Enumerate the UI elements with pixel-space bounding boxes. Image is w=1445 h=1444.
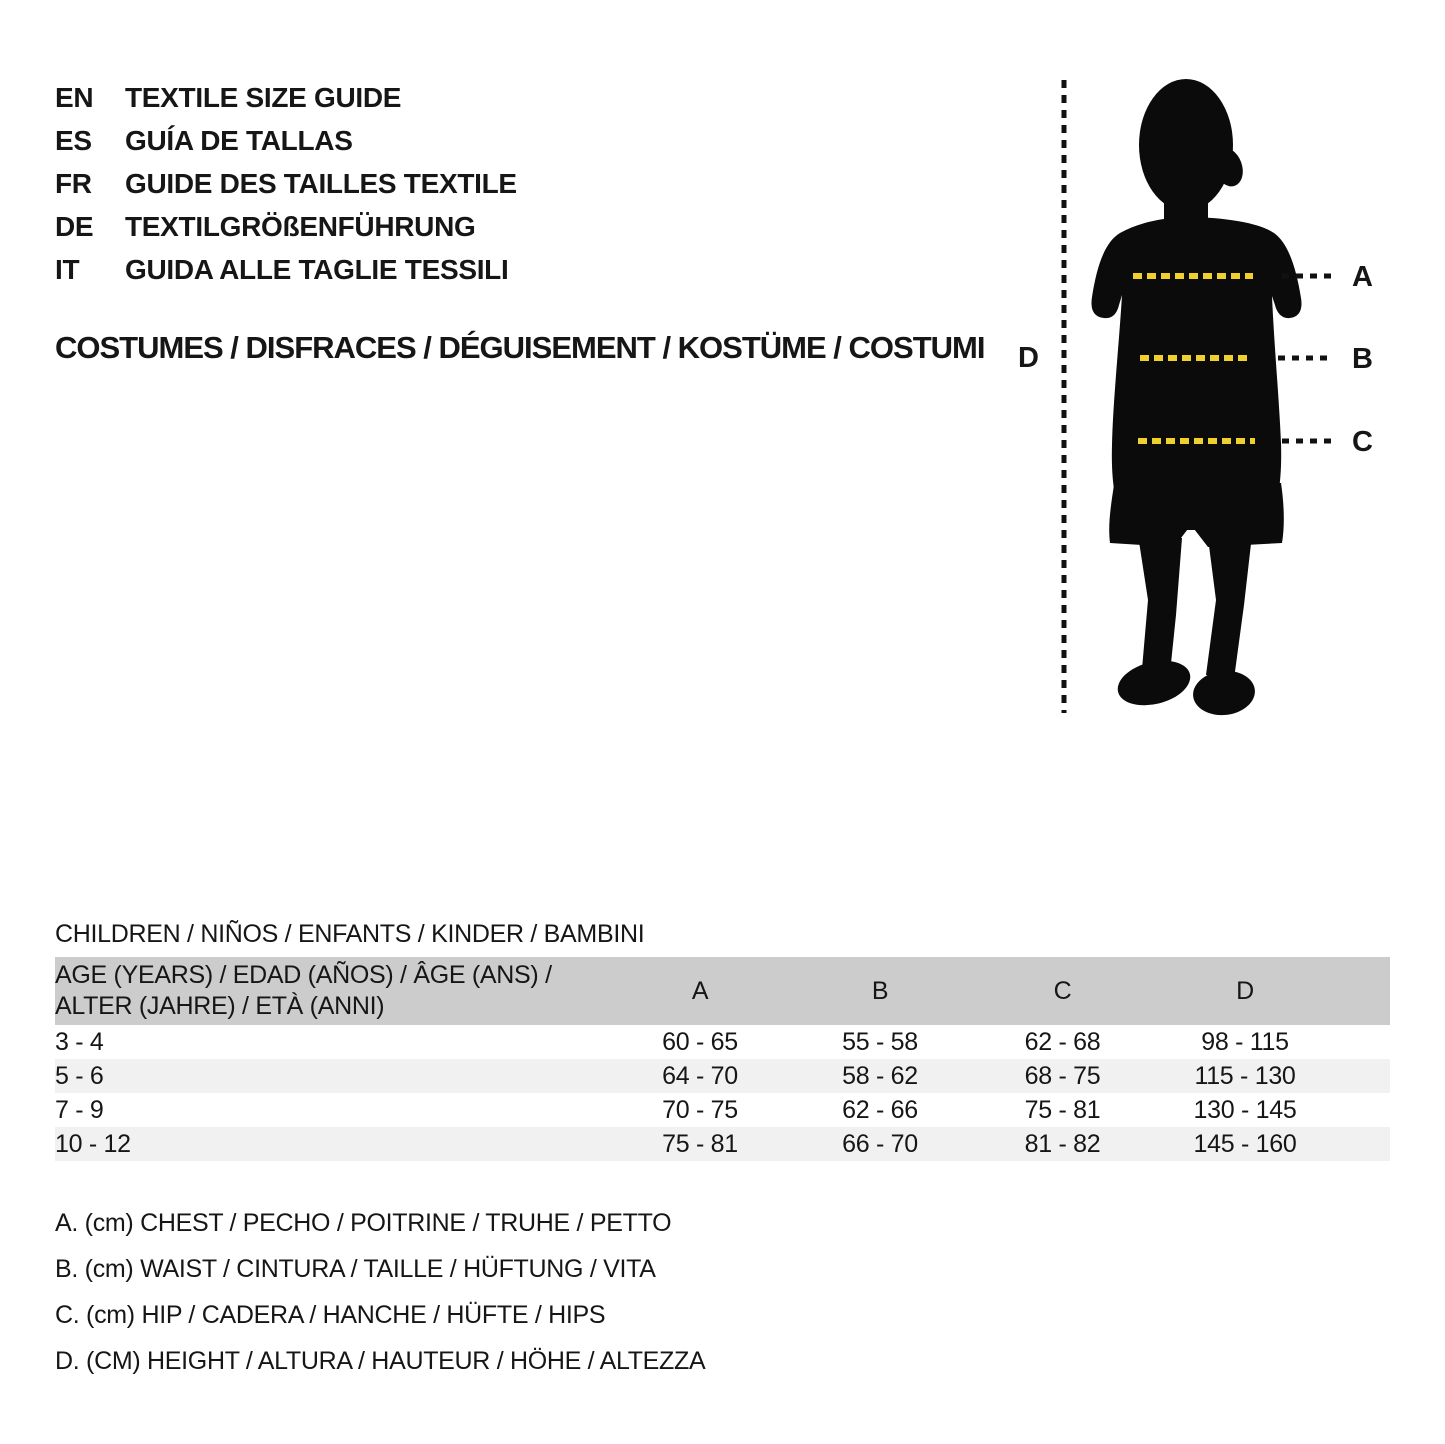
header-spacer-cell — [1335, 957, 1390, 1025]
label-hip-c: C — [1352, 426, 1373, 458]
spacer-cell — [1335, 1127, 1390, 1161]
table-row-age-10-12 — [55, 1127, 1390, 1161]
language-row-fr — [55, 162, 517, 205]
table-row-age-7-9 — [55, 1093, 1390, 1127]
height-cell: 145 - 160 — [1155, 1127, 1335, 1161]
spacer-cell — [1335, 1059, 1390, 1093]
waist-cell: 62 - 66 — [842, 1095, 918, 1124]
hip-cell: 81 - 82 — [970, 1127, 1155, 1161]
height-cell: 98 - 115 — [1201, 1027, 1289, 1056]
waist-cell: 66 - 70 — [790, 1127, 970, 1161]
category-title: COSTUMES / DISFRACES / DÉGUISEMENT / KOSTÜME / COSTUMI — [55, 330, 985, 365]
table-row-age-5-6 — [55, 1059, 1390, 1093]
legend-chest: A. (cm) CHEST / PECHO / POITRINE / TRUHE / PETTO — [55, 1209, 672, 1237]
height-cell: 115 - 130 — [1155, 1059, 1335, 1093]
hip-cell: 68 - 75 — [970, 1059, 1155, 1093]
label-chest-a: A — [1352, 261, 1373, 293]
column-header-c: C — [970, 957, 1155, 1025]
language-code: EN — [55, 81, 94, 113]
chest-cell: 64 - 70 — [610, 1059, 790, 1093]
language-title-list — [55, 76, 517, 291]
legend-height: D. (CM) HEIGHT / ALTURA / HAUTEUR / HÖHE / ALTEZZA — [55, 1347, 706, 1375]
column-header-b: B — [790, 957, 970, 1025]
spacer-cell — [1335, 1093, 1390, 1127]
legend-waist: B. (cm) WAIST / CINTURA / TAILLE / HÜFTUNG / VITA — [55, 1255, 656, 1283]
waist-cell: 55 - 58 — [842, 1027, 918, 1056]
language-label: TEXTILGRÖßENFÜHRUNG — [125, 210, 476, 242]
table-header-row — [55, 957, 1390, 1025]
age-cell: 3 - 4 — [55, 1027, 104, 1056]
column-header-d: D — [1155, 957, 1335, 1025]
language-row-en — [55, 76, 517, 119]
language-code: ES — [55, 124, 92, 156]
waist-cell: 58 - 62 — [790, 1059, 970, 1093]
label-waist-b: B — [1352, 343, 1373, 375]
language-label: GUIDE DES TAILLES TEXTILE — [125, 167, 517, 199]
language-label: GUIDA ALLE TAGLIE TESSILI — [125, 253, 509, 285]
age-header-line1: AGE (YEARS) / EDAD (AÑOS) / ÂGE (ANS) / — [55, 961, 552, 989]
measurement-diagram — [1000, 55, 1400, 735]
age-column-header — [55, 957, 610, 1025]
measurement-legend — [55, 1200, 705, 1384]
label-height-d: D — [1018, 342, 1039, 374]
table-row-age-3-4 — [55, 1025, 1390, 1059]
chest-cell: 70 - 75 — [662, 1095, 738, 1124]
children-size-table — [55, 957, 1390, 1161]
language-row-es — [55, 119, 517, 162]
language-code: FR — [55, 167, 92, 199]
column-header-a: A — [610, 957, 790, 1025]
hip-cell: 75 - 81 — [1024, 1095, 1101, 1124]
language-label: GUÍA DE TALLAS — [125, 124, 353, 156]
hip-cell: 62 - 68 — [1024, 1027, 1101, 1056]
language-row-it — [55, 248, 517, 291]
chest-cell: 75 - 81 — [610, 1127, 790, 1161]
language-label: TEXTILE SIZE GUIDE — [125, 81, 402, 113]
age-cell: 5 - 6 — [55, 1059, 610, 1093]
language-code: DE — [55, 210, 94, 242]
child-silhouette-figure — [1092, 79, 1302, 718]
language-row-de — [55, 205, 517, 248]
table-section-title: CHILDREN / NIÑOS / ENFANTS / KINDER / BAMBINI — [55, 920, 645, 948]
age-cell: 10 - 12 — [55, 1127, 610, 1161]
age-header-line2: ALTER (JAHRE) / ETÀ (ANNI) — [55, 992, 385, 1020]
height-cell: 130 - 145 — [1193, 1095, 1297, 1124]
chest-cell: 60 - 65 — [662, 1027, 738, 1056]
age-cell: 7 - 9 — [55, 1095, 104, 1124]
measurement-diagram-svg — [1000, 55, 1400, 735]
legend-hip: C. (cm) HIP / CADERA / HANCHE / HÜFTE / HIPS — [55, 1301, 606, 1329]
language-code: IT — [55, 253, 80, 285]
spacer-cell — [1335, 1025, 1390, 1059]
